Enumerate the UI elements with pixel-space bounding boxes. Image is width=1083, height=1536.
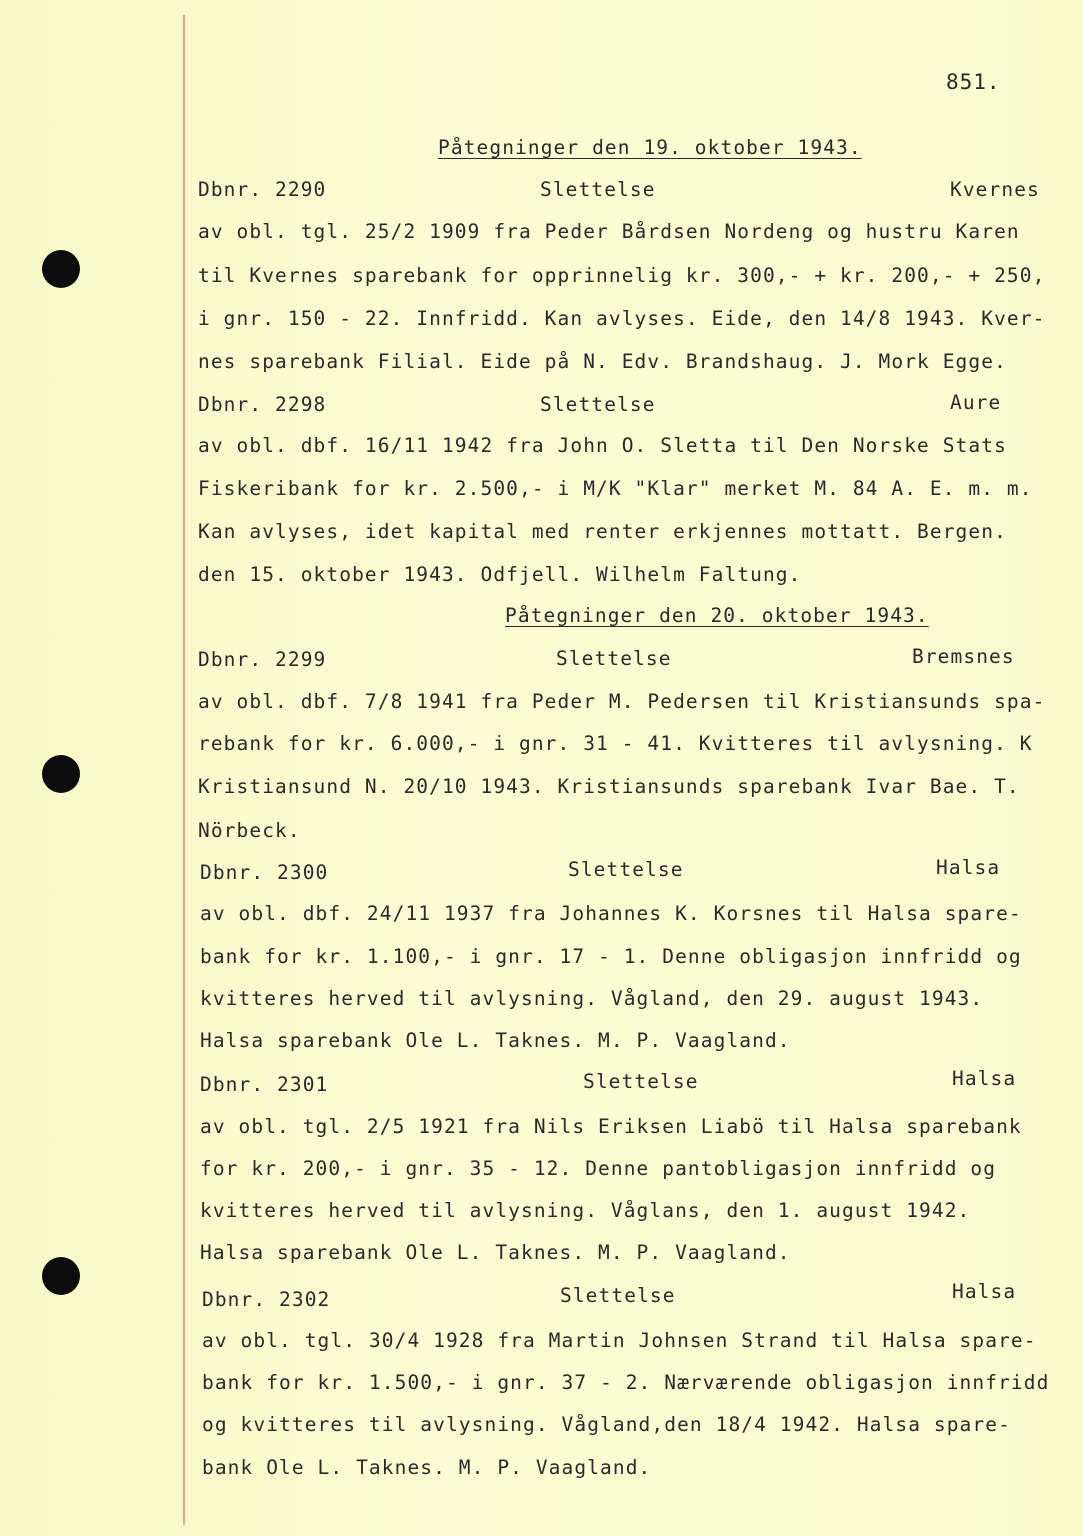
entry-type: Slettelse xyxy=(540,393,656,416)
entry-text-line: Kan avlyses, idet kapital med renter erkjennes mottatt. Bergen. xyxy=(198,520,1007,543)
entry-text-line: Halsa sparebank Ole L. Taknes. M. P. Vaagland. xyxy=(200,1241,791,1264)
entry-number: Dbnr. 2299 xyxy=(198,648,327,671)
entry-type: Slettelse xyxy=(568,858,684,881)
entry-text-line: av obl. dbf. 7/8 1941 fra Peder M. Pedersen til Kristiansunds spa- xyxy=(198,690,1046,713)
punch-hole xyxy=(42,250,80,288)
margin-rule xyxy=(183,15,185,1525)
entry-number: Dbnr. 2301 xyxy=(200,1073,329,1096)
entry-text-line: kvitteres herved til avlysning. Våglans, den 1. august 1942. xyxy=(200,1199,971,1222)
entry-place: Halsa xyxy=(952,1067,1017,1090)
entry-text-line: den 15. oktober 1943. Odfjell. Wilhelm Faltung. xyxy=(198,563,802,586)
entry-number: Dbnr. 2302 xyxy=(202,1288,331,1311)
entry-text-line: Halsa sparebank Ole L. Taknes. M. P. Vaagland. xyxy=(200,1029,791,1052)
entry-text-line: Fiskeribank for kr. 2.500,- i M/K "Klar" merket M. 84 A. E. m. m. xyxy=(198,477,1033,500)
section-heading: Påtegninger den 19. oktober 1943. xyxy=(438,136,862,159)
entry-text-line: av obl. tgl. 25/2 1909 fra Peder Bårdsen Nordeng og hustru Karen xyxy=(198,220,1020,243)
entry-text-line: av obl. dbf. 24/11 1937 fra Johannes K. Korsnes til Halsa spare- xyxy=(200,902,1022,925)
entry-text-line: Nörbeck. xyxy=(198,819,301,842)
entry-text-line: bank for kr. 1.100,- i gnr. 17 - 1. Denne obligasjon innfridd og xyxy=(200,945,1022,968)
entry-place: Halsa xyxy=(936,856,1001,879)
entry-text-line: bank for kr. 1.500,- i gnr. 37 - 2. Nærværende obligasjon innfridd xyxy=(202,1371,1050,1394)
punch-hole xyxy=(42,755,80,793)
entry-place: Aure xyxy=(950,391,1002,414)
entry-type: Slettelse xyxy=(556,647,672,670)
entry-place: Halsa xyxy=(952,1280,1017,1303)
entry-text-line: Kristiansund N. 20/10 1943. Kristiansunds sparebank Ivar Bae. T. xyxy=(198,775,1020,798)
entry-place: Kvernes xyxy=(950,178,1040,201)
section-heading: Påtegninger den 20. oktober 1943. xyxy=(505,604,929,627)
entry-text-line: for kr. 200,- i gnr. 35 - 12. Denne pantobligasjon innfridd og xyxy=(200,1157,997,1180)
page-number: 851. xyxy=(946,70,1001,94)
entry-text-line: kvitteres herved til avlysning. Vågland, den 29. august 1943. xyxy=(200,987,984,1010)
entry-number: Dbnr. 2300 xyxy=(200,861,329,884)
entry-text-line: til Kvernes sparebank for opprinnelig kr. 300,- + kr. 200,- + 250, xyxy=(198,264,1046,287)
entry-text-line: av obl. tgl. 2/5 1921 fra Nils Eriksen Liabö til Halsa sparebank xyxy=(200,1115,1022,1138)
entry-type: Slettelse xyxy=(560,1284,676,1307)
entry-number: Dbnr. 2298 xyxy=(198,393,327,416)
entry-text-line: i gnr. 150 - 22. Innfridd. Kan avlyses. Eide, den 14/8 1943. Kver- xyxy=(198,307,1046,330)
entry-text-line: av obl. tgl. 30/4 1928 fra Martin Johnsen Strand til Halsa spare- xyxy=(202,1329,1037,1352)
entry-number: Dbnr. 2290 xyxy=(198,178,327,201)
entry-text-line: nes sparebank Filial. Eide på N. Edv. Brandshaug. J. Mork Egge. xyxy=(198,350,1007,373)
entry-text-line: av obl. dbf. 16/11 1942 fra John O. Sletta til Den Norske Stats xyxy=(198,434,1007,457)
entry-text-line: bank Ole L. Taknes. M. P. Vaagland. xyxy=(202,1456,652,1479)
entry-type: Slettelse xyxy=(540,178,656,201)
punch-hole xyxy=(42,1257,80,1295)
entry-type: Slettelse xyxy=(583,1070,699,1093)
entry-place: Bremsnes xyxy=(912,645,1015,668)
entry-text-line: og kvitteres til avlysning. Vågland,den 18/4 1942. Halsa spare- xyxy=(202,1413,1011,1436)
entry-text-line: rebank for kr. 6.000,- i gnr. 31 - 41. Kvitteres til avlysning. K xyxy=(198,732,1033,755)
